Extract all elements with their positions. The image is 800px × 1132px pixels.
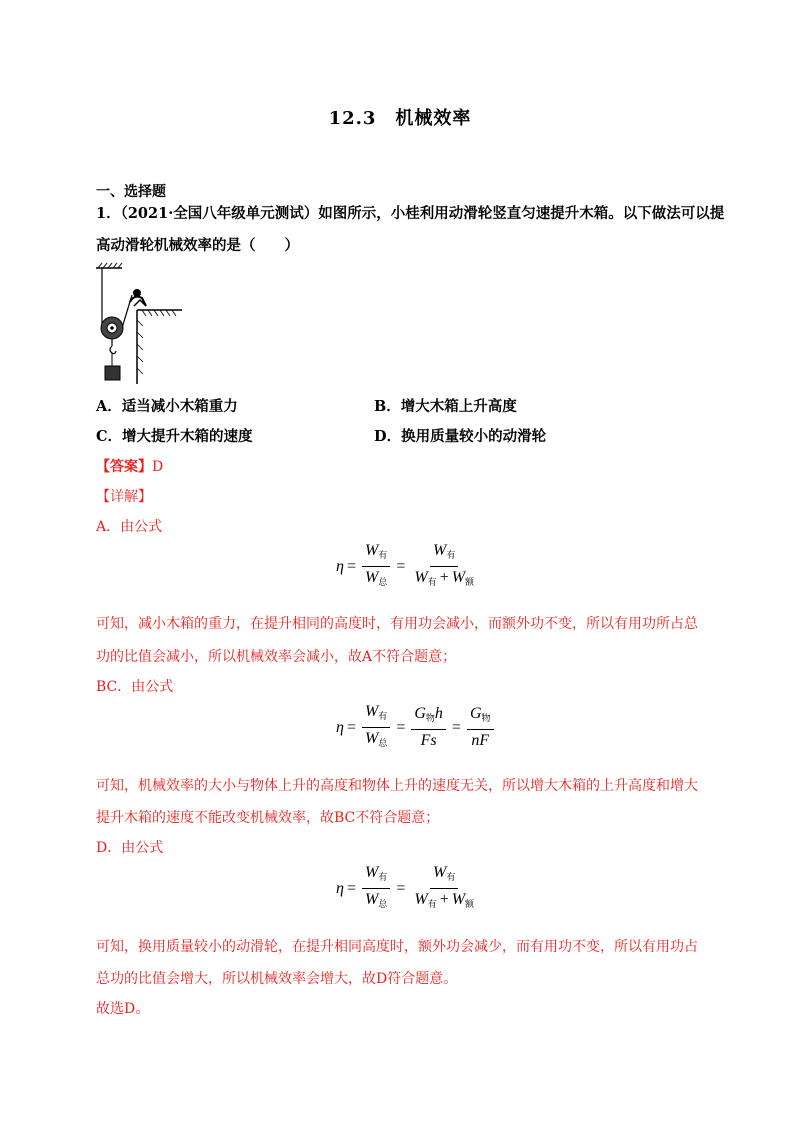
fraction: $\frac{W_有}{W_有 + W_额}$ xyxy=(414,864,475,909)
option-d-text: 换用质量较小的动滑轮 xyxy=(401,428,547,445)
fraction: $\frac{W_有}{W_总}$ xyxy=(362,702,390,753)
page-title: 12.3 机械效率 xyxy=(328,108,472,129)
fraction: $\frac{W_有}{W_有 + W_额}$ xyxy=(414,542,475,587)
option-a-label: A． xyxy=(96,398,122,415)
answer-value: D xyxy=(152,459,164,475)
option-d[interactable] xyxy=(374,427,546,447)
part-bc-explain-2: 提升木箱的速度不能改变机械效率，故BC不符合题意； xyxy=(96,810,440,826)
question-text-1: 如图所示，小桂利用动滑轮竖直匀速提升木箱。以下做法可以提 xyxy=(318,205,725,222)
option-b-label: B． xyxy=(374,398,401,415)
fraction: $\frac{G_物}{nF}$ xyxy=(467,704,494,751)
equals-sign: = xyxy=(346,718,356,736)
detail-tag: 【详解】 xyxy=(96,489,152,505)
part-d-explain-1: 可知，换用质量较小的动滑轮，在提升相同高度时，额外功会减少，而有用功不变，所以有用功占 xyxy=(96,939,698,955)
formula-bc xyxy=(336,702,497,753)
question-line-2: 高动滑轮机械效率的是（ ） xyxy=(96,237,299,254)
option-a-text: 适当减小木箱重力 xyxy=(121,398,238,415)
conclusion: 故选D。 xyxy=(96,1001,150,1017)
equals-sign: = xyxy=(451,718,461,736)
fraction: $\frac{W_有}{W_总}$ xyxy=(362,541,390,592)
formula-d xyxy=(336,863,480,914)
equals-sign: = xyxy=(396,718,406,736)
answer-tag: 【答案】 xyxy=(96,459,152,475)
answer xyxy=(96,457,163,477)
question-number: 1． xyxy=(96,205,121,222)
equals-sign: = xyxy=(396,557,406,575)
pulley-figure xyxy=(94,262,184,386)
equals-sign: = xyxy=(346,879,356,897)
part-a-lead: A．由公式 xyxy=(96,519,163,535)
option-d-label: D． xyxy=(374,428,402,445)
option-c[interactable] xyxy=(96,427,253,447)
option-c-label: C． xyxy=(96,428,123,445)
eta-symbol: η xyxy=(336,557,344,575)
question-source: （2021·全国八年级单元测试） xyxy=(120,205,319,222)
formula-a xyxy=(336,541,480,592)
question-line-1 xyxy=(96,204,724,224)
part-a-explain-1: 可知，减小木箱的重力，在提升相同的高度时，有用功会减小，而额外功不变，所以有用功所占总 xyxy=(96,616,698,632)
equals-sign: = xyxy=(346,557,356,575)
fraction: $\frac{W_有}{W_总}$ xyxy=(362,863,390,914)
eta-symbol: η xyxy=(336,718,344,736)
option-b-text: 增大木箱上升高度 xyxy=(400,398,517,415)
part-bc-lead: BC．由公式 xyxy=(96,679,174,695)
part-d-lead: D．由公式 xyxy=(96,840,164,856)
part-bc-explain-1: 可知，机械效率的大小与物体上升的高度和物体上升的速度无关，所以增大木箱的上升高度和增大 xyxy=(96,778,698,794)
part-a-explain-2: 功的比值会减小，所以机械效率会减小，故A不符合题意； xyxy=(96,649,457,665)
equals-sign: = xyxy=(396,879,406,897)
option-a[interactable] xyxy=(96,397,238,417)
section-heading: 一、选择题 xyxy=(96,184,166,200)
fraction: $\frac{G_物h}{Fs}$ xyxy=(411,704,446,751)
option-b[interactable] xyxy=(374,397,517,417)
part-d-explain-2: 总功的比值会增大，所以机械效率会增大，故D符合题意。 xyxy=(96,971,458,987)
option-c-text: 增大提升木箱的速度 xyxy=(122,428,253,445)
eta-symbol: η xyxy=(336,879,344,897)
